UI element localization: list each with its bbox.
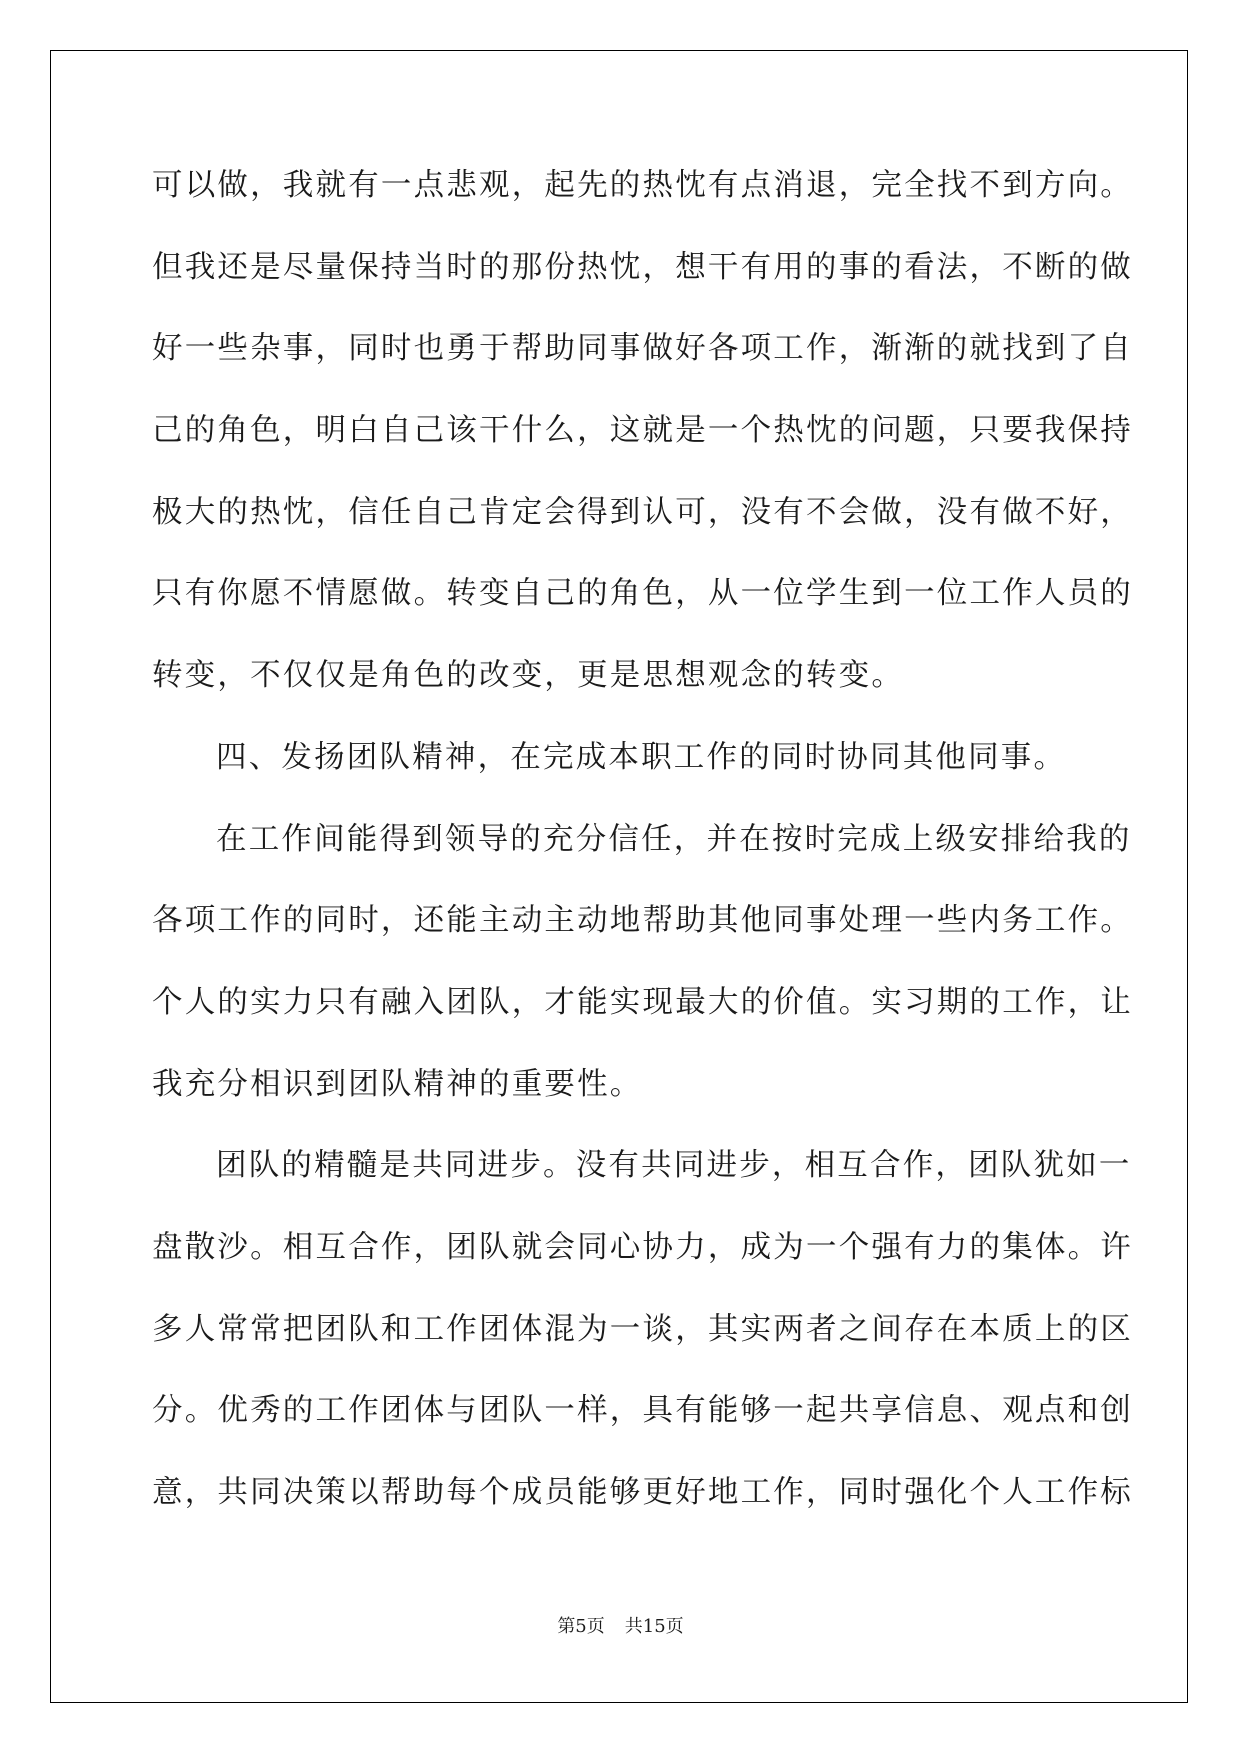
text-line: 我充分相识到团队精神的重要性。 <box>152 1066 643 1102</box>
text-line: 多人常常把团队和工作团体混为一谈，其实两者之间存在本质上的区 <box>152 1311 1133 1347</box>
page-footer <box>0 1612 1241 1638</box>
text-line: 己的角色，明白自己该干什么，这就是一个热忱的问题，只要我保持 <box>152 413 1133 449</box>
text-line: 四、发扬团队精神，在完成本职工作的同时协同其他同事。 <box>216 739 1067 775</box>
text-line: 但我还是尽量保持当时的那份热忱，想干有用的事的看法，不断的做 <box>152 249 1133 285</box>
text-line: 在工作间能得到领导的充分信任，并在按时完成上级安排给我的 <box>216 821 1132 857</box>
text-line: 个人的实力只有融入团队，才能实现最大的价值。实习期的工作，让 <box>152 984 1133 1020</box>
text-line: 可以做，我就有一点悲观，起先的热忱有点消退，完全找不到方向。 <box>152 168 1133 203</box>
text-line: 极大的热忱，信任自己肯定会得到认可，没有不会做，没有做不好， <box>152 494 1133 530</box>
text-line: 团队的精髓是共同进步。没有共同进步，相互合作，团队犹如一 <box>216 1148 1132 1184</box>
document-body <box>152 156 1133 1545</box>
text-line: 转变，不仅仅是角色的改变，更是思想观念的转变。 <box>152 658 905 694</box>
text-line: 各项工作的同时，还能主动主动地帮助其他同事处理一些内务工作。 <box>152 903 1133 939</box>
text-line: 好一些杂事，同时也勇于帮助同事做好各项工作，渐渐的就找到了自 <box>152 331 1133 367</box>
page-number-current: 第5页 <box>557 1616 605 1637</box>
text-line: 只有你愿不情愿做。转变自己的角色，从一位学生到一位工作人员的 <box>152 576 1133 612</box>
text-line: 意，共同决策以帮助每个成员能够更好地工作，同时强化个人工作标 <box>152 1475 1133 1510</box>
text-line: 分。优秀的工作团体与团队一样，具有能够一起共享信息、观点和创 <box>152 1393 1133 1429</box>
text-line: 盘散沙。相互合作，团队就会同心协力，成为一个强有力的集体。许 <box>152 1229 1133 1265</box>
page-number-total: 共15页 <box>624 1616 684 1637</box>
